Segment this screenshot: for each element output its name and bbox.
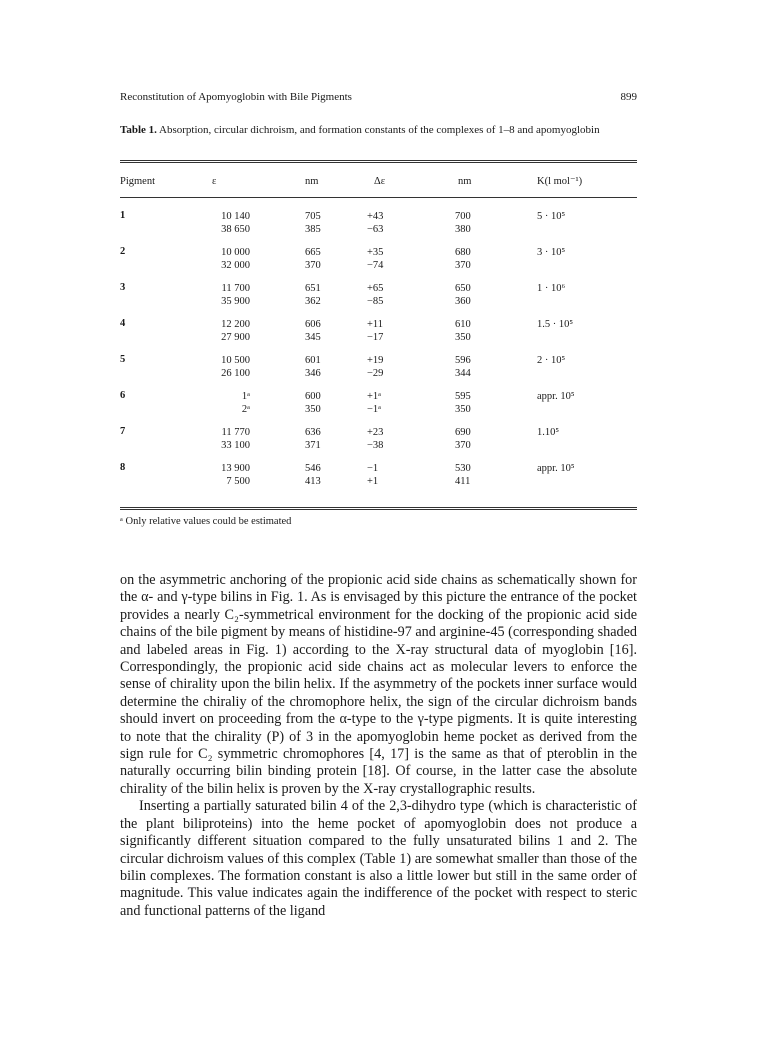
running-head: [120, 91, 637, 107]
table-footnote: ᵃ Only relative values could be estimated: [120, 516, 292, 527]
table-top-rule: [120, 160, 637, 161]
cd-nm-value: 610: [455, 319, 471, 330]
header-delta-epsilon: Δε: [374, 176, 386, 187]
delta-epsilon-value: −17: [367, 332, 384, 343]
delta-epsilon-value: −63: [367, 224, 384, 235]
cd-nm-value: 344: [455, 368, 471, 379]
cd-nm-value: 411: [455, 476, 471, 487]
delta-epsilon-value: −74: [367, 260, 384, 271]
delta-epsilon-value: −1: [367, 463, 379, 474]
epsilon-value: 7 500: [226, 476, 250, 487]
formation-constant-value: 1.5 · 10⁵: [537, 319, 574, 330]
epsilon-value: 2ᵃ: [241, 404, 250, 415]
pigment-number: 4: [120, 318, 126, 329]
absorption-nm-value: 665: [305, 247, 321, 258]
absorption-nm-value: 346: [305, 368, 321, 379]
delta-epsilon-value: −38: [367, 440, 384, 451]
absorption-nm-value: 345: [305, 332, 321, 343]
formation-constant-value: appr. 10⁵: [537, 463, 575, 474]
table-row: [120, 210, 637, 236]
delta-epsilon-value: +35: [367, 247, 384, 258]
epsilon-value: 10 000: [221, 247, 250, 258]
cd-nm-value: 680: [455, 247, 471, 258]
delta-epsilon-value: +23: [367, 427, 384, 438]
body-text: [120, 572, 637, 920]
cd-nm-value: 360: [455, 296, 471, 307]
absorption-nm-value: 651: [305, 283, 321, 294]
delta-epsilon-value: +1ᵃ: [367, 391, 382, 402]
cd-nm-value: 530: [455, 463, 471, 474]
epsilon-value: 11 770: [221, 427, 250, 438]
absorption-nm-value: 370: [305, 260, 321, 271]
pigment-number: 6: [120, 390, 126, 401]
formation-constant-value: 2 · 10⁵: [537, 355, 566, 366]
cd-nm-value: 370: [455, 440, 471, 451]
pigment-number: 2: [120, 246, 126, 257]
pigment-number: 5: [120, 354, 126, 365]
formation-constant-value: 5 · 10⁵: [537, 211, 566, 222]
page-number: 899: [620, 91, 637, 103]
absorption-nm-value: 606: [305, 319, 321, 330]
cd-nm-value: 690: [455, 427, 471, 438]
table-row: [120, 354, 637, 380]
epsilon-value: 35 900: [221, 296, 250, 307]
epsilon-value: 32 000: [221, 260, 250, 271]
epsilon-value: 10 500: [221, 355, 250, 366]
pigment-number: 3: [120, 282, 126, 293]
absorption-nm-value: 546: [305, 463, 321, 474]
epsilon-value: 33 100: [221, 440, 250, 451]
cd-nm-value: 595: [455, 391, 471, 402]
table-label: Table 1.: [120, 124, 157, 136]
delta-epsilon-value: +19: [367, 355, 384, 366]
delta-epsilon-value: −85: [367, 296, 384, 307]
header-nm-cd: nm: [458, 176, 472, 187]
epsilon-value: 10 140: [221, 211, 250, 222]
cd-nm-value: 350: [455, 332, 471, 343]
table-row: [120, 282, 637, 308]
cd-nm-value: 380: [455, 224, 471, 235]
table-row: [120, 390, 637, 416]
table-caption: [120, 122, 637, 138]
table-row: [120, 246, 637, 272]
cd-nm-value: 596: [455, 355, 471, 366]
table-caption-text: Absorption, circular dichroism, and formation constants of the complexes of 1–8 and apomyoglobin: [159, 124, 600, 136]
pigment-number: 8: [120, 462, 126, 473]
delta-epsilon-value: +1: [367, 476, 379, 487]
cd-nm-value: 700: [455, 211, 471, 222]
header-pigment: Pigment: [120, 176, 156, 187]
absorption-nm-value: 705: [305, 211, 321, 222]
epsilon-value: 27 900: [221, 332, 250, 343]
table-header-rule: [120, 197, 637, 198]
table-row: [120, 426, 637, 452]
pigment-number: 1: [120, 210, 126, 221]
paragraph-1: on the asymmetric anchoring of the propionic acid side chains as schematically shown for the α- and γ-type bilins in Fig. 1. As is envisaged by this picture the entrance of the pocket provides a nearly C₂-symmetrical environment for the docking of the propionic acid side chains of the bile pigment by means of histidine-97 and arginine-45 (corresponding shaded and labeled areas in Fig. 1) according to the X-ray structural data of myoglobin [16]. Correspondingly, the propionic acid side chains act as molecular levers to enforce the sense of chirality upon the bilin helix. If the asymmetry of the pockets inner surface would determine the chiraliy of the chromophore helix, the sign of the circular dichroism bands should invert on proceeding from the α-type to the γ-type pigments. It is quite interesting to note that the chirality (P) of 3 in the apomyoglobin heme pocket as derived from the sign rule for C₂ symmetric chromophores [4, 17] is the same as that of pteroblin in the naturally occurring bilin binding protein [18]. Of course, in the latter case the absolute chirality of the bilin helix is proven by the X-ray crystallographic results.: [120, 572, 637, 797]
absorption-nm-value: 601: [305, 355, 321, 366]
absorption-nm-value: 350: [305, 404, 321, 415]
cd-nm-value: 350: [455, 404, 471, 415]
epsilon-value: 11 700: [221, 283, 250, 294]
cd-nm-value: 370: [455, 260, 471, 271]
formation-constant-value: appr. 10⁵: [537, 391, 575, 402]
table-row: [120, 462, 637, 488]
absorption-nm-value: 362: [305, 296, 321, 307]
pigment-number: 7: [120, 426, 126, 437]
absorption-nm-value: 385: [305, 224, 321, 235]
epsilon-value: 26 100: [221, 368, 250, 379]
epsilon-value: 1ᵃ: [241, 391, 250, 402]
delta-epsilon-value: −1ᵃ: [367, 404, 382, 415]
header-formation-constant: K(l mol⁻¹): [537, 176, 583, 187]
formation-constant-value: 1 · 10⁶: [537, 283, 566, 294]
table-bottom-rule-2: [120, 509, 637, 510]
table-top-rule-2: [120, 162, 637, 163]
cd-nm-value: 650: [455, 283, 471, 294]
delta-epsilon-value: −29: [367, 368, 384, 379]
formation-constant-value: 1.10⁵: [537, 427, 560, 438]
absorption-nm-value: 600: [305, 391, 321, 402]
delta-epsilon-value: +65: [367, 283, 384, 294]
table-bottom-rule: [120, 507, 637, 508]
header-nm-absorption: nm: [305, 176, 319, 187]
absorption-nm-value: 636: [305, 427, 321, 438]
paragraph-2: Inserting a partially saturated bilin 4 of the 2,3-dihydro type (which is characteristic of the plant biliproteins) into the heme pocket of apomyoglobin does not produce a significantly different situation compared to the fully unsaturated bilins 1 and 2. The circular dichroism values of this complex (Table 1) are somewhat smaller than those of the bilin complexes. The formation constant is also a little lower but still in the same order of magnitude. This value indicates again the indifference of the pocket with respect to steric and functional patterns of the ligand: [120, 798, 637, 919]
table-row: [120, 318, 637, 344]
running-head-title: Reconstitution of Apomyoglobin with Bile Pigments: [120, 91, 352, 103]
epsilon-value: 12 200: [221, 319, 250, 330]
epsilon-value: 38 650: [221, 224, 250, 235]
absorption-nm-value: 413: [305, 476, 321, 487]
delta-epsilon-value: +43: [367, 211, 384, 222]
header-epsilon: ε: [212, 176, 217, 187]
delta-epsilon-value: +11: [367, 319, 384, 330]
absorption-nm-value: 371: [305, 440, 321, 451]
epsilon-value: 13 900: [221, 463, 250, 474]
formation-constant-value: 3 · 10⁵: [537, 247, 566, 258]
